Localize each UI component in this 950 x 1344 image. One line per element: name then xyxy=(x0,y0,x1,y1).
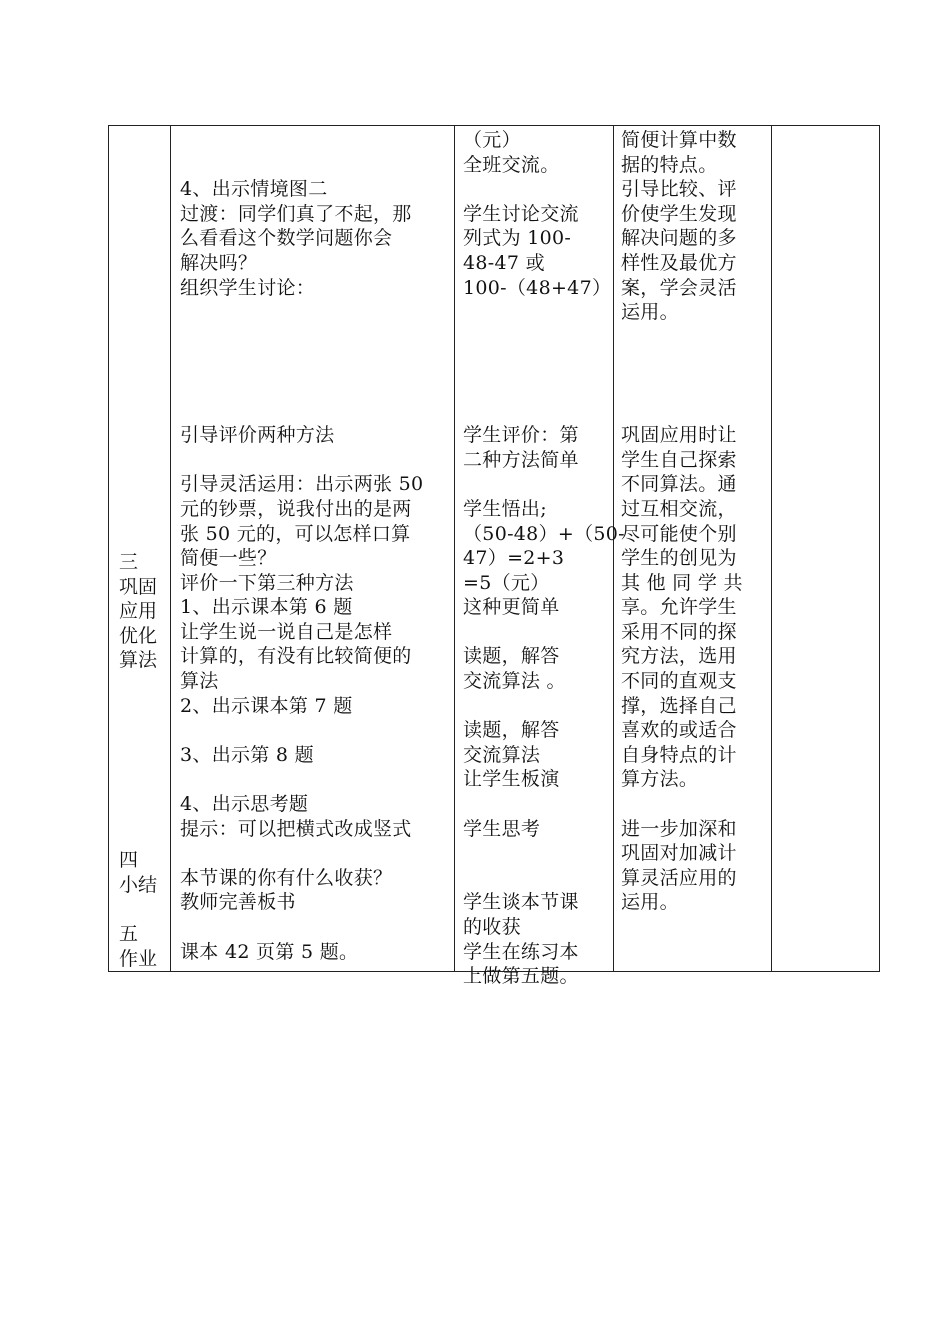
text-line: 运用。 xyxy=(621,301,679,324)
text-line xyxy=(463,349,611,374)
text-line: 算法 xyxy=(180,670,219,693)
text-line xyxy=(463,374,611,399)
text-line: 2、出示课本第 7 题 xyxy=(180,694,353,717)
text-line: 享。允许学生 xyxy=(621,596,737,619)
text-line: 提示：可以把横式改成竖式 xyxy=(180,817,412,840)
text-line: 喜欢的或适合 xyxy=(621,719,737,742)
text-line xyxy=(621,399,769,424)
text-line xyxy=(463,300,611,325)
text-line: 过互相交流， xyxy=(621,497,737,520)
text-line: 据的特点。 xyxy=(621,153,718,176)
text-line: 本节课的你有什么收获？ xyxy=(180,866,393,889)
text-line xyxy=(180,915,450,940)
text-line: （50-48）+（50- xyxy=(463,522,625,545)
text-line xyxy=(463,325,611,350)
text-line: 简便一些？ xyxy=(180,547,277,570)
teacher-activity-column xyxy=(180,128,450,964)
text-line: 学生悟出; xyxy=(463,497,547,520)
text-line: 课本 42 页第 5 题。 xyxy=(180,940,359,963)
text-line: 48-47 或 xyxy=(463,251,545,274)
text-line: 进一步加深和 xyxy=(621,817,737,840)
text-line: 解决吗？ xyxy=(180,251,258,274)
text-line: 计算的，有没有比较简便的 xyxy=(180,645,412,668)
text-line: 读题，解答 xyxy=(463,719,560,742)
text-line: 列式为 100- xyxy=(463,227,572,250)
text-line: 读题，解答 xyxy=(463,645,560,668)
text-line: 评价一下第三种方法 xyxy=(180,571,354,594)
stage-3-label xyxy=(119,550,157,673)
stage-text: 算法 xyxy=(119,649,158,672)
text-line xyxy=(463,620,611,645)
stage-text: 三 xyxy=(119,551,139,573)
text-line: 运用。 xyxy=(621,891,679,914)
text-line xyxy=(621,374,769,399)
text-line: 究方法，选用 xyxy=(621,645,737,668)
stage-text: 小结 xyxy=(119,873,158,896)
text-line: 100-（48+47） xyxy=(463,276,612,299)
text-line: 1、出示课本第 6 题 xyxy=(180,596,353,619)
stage-text: 四 xyxy=(119,849,139,871)
text-line: =5（元） xyxy=(463,571,550,594)
stage-text: 作业 xyxy=(119,947,158,970)
text-line xyxy=(180,374,450,399)
text-line: 引导灵活运用：出示两张 50 xyxy=(180,473,424,496)
text-line: 巩固对加减计 xyxy=(621,842,737,865)
text-line: 么看看这个数学问题你会 xyxy=(180,227,393,250)
text-line xyxy=(463,792,611,817)
text-line xyxy=(463,694,611,719)
text-line: 不同算法。通 xyxy=(621,473,737,496)
text-line: 巩固应用时让 xyxy=(621,424,737,447)
column-divider xyxy=(771,126,772,971)
text-line: 学生评价：第 xyxy=(463,424,579,447)
text-line: （元） xyxy=(463,129,521,151)
text-line: 组织学生讨论： xyxy=(180,276,316,299)
text-line: 学生的创见为 xyxy=(621,547,737,570)
text-line: 教师完善板书 xyxy=(180,891,296,914)
stage-column xyxy=(109,126,170,971)
text-line: 自身特点的计 xyxy=(621,743,737,766)
text-line: 4、出示思考题 xyxy=(180,793,309,816)
text-line: 价使学生发现 xyxy=(621,202,737,225)
text-line: 算方法。 xyxy=(621,768,699,791)
text-line xyxy=(621,349,769,374)
text-line: 这种更简单 xyxy=(463,596,560,619)
text-line: 47）=2+3 xyxy=(463,547,565,570)
stage-4-label xyxy=(119,848,157,897)
text-line xyxy=(180,128,450,153)
text-line: 采用不同的探 xyxy=(621,620,737,643)
text-line xyxy=(180,325,450,350)
text-line: 全班交流。 xyxy=(463,153,560,176)
text-line: 交流算法 xyxy=(463,743,541,766)
column-divider xyxy=(170,126,171,971)
text-line: 的收获 xyxy=(463,916,521,938)
text-line: 解决问题的多 xyxy=(621,227,737,250)
text-line xyxy=(621,325,769,350)
text-line: 张 50 元的，可以怎样口算 xyxy=(180,522,411,545)
text-line xyxy=(463,472,611,497)
text-line xyxy=(180,841,450,866)
text-line: 学生在练习本 xyxy=(463,940,579,963)
text-line xyxy=(180,300,450,325)
text-line xyxy=(180,718,450,743)
student-activity-column xyxy=(463,128,625,989)
column-divider xyxy=(613,126,614,971)
text-line: 简便计算中数 xyxy=(621,129,737,151)
text-line: 学生自己探索 xyxy=(621,448,737,471)
text-line xyxy=(463,841,611,866)
text-line: 样性及最优方 xyxy=(621,251,737,274)
design-intent-column xyxy=(621,128,769,915)
text-line: 不同的直观支 xyxy=(621,670,737,693)
text-line: 其 他 同 学 共 xyxy=(621,571,743,594)
text-line: 元的钞票，说我付出的是两 xyxy=(180,497,412,520)
lesson-plan-table xyxy=(108,125,880,988)
stage-5-label xyxy=(119,922,157,971)
text-line: 学生谈本节课 xyxy=(463,891,579,914)
column-divider xyxy=(454,126,455,971)
text-line: 让学生板演 xyxy=(463,768,560,791)
text-line: 让学生说一说自己是怎样 xyxy=(180,620,393,643)
text-line xyxy=(180,153,450,178)
text-line: 撑，选择自己 xyxy=(621,694,737,717)
text-line: 算灵活应用的 xyxy=(621,866,737,889)
text-line: 过渡：同学们真了不起，那 xyxy=(180,202,412,225)
text-line: 上做第五题。 xyxy=(463,965,579,988)
text-line: 4、出示情境图二 xyxy=(180,178,328,201)
text-line xyxy=(180,349,450,374)
text-line xyxy=(180,448,450,473)
stage-text: 巩固 xyxy=(119,575,158,598)
text-line: 二种方法简单 xyxy=(463,448,579,471)
text-line xyxy=(463,866,611,891)
text-line xyxy=(621,792,769,817)
text-line: 尽可能使个别 xyxy=(621,522,737,545)
text-line: 引导比较、评 xyxy=(621,178,737,201)
stage-text: 应用 xyxy=(119,600,158,623)
stage-text: 优化 xyxy=(119,624,158,647)
text-line: 学生思考 xyxy=(463,817,541,840)
text-line: 案，学会灵活 xyxy=(621,276,737,299)
stage-text: 五 xyxy=(119,923,139,945)
text-line xyxy=(463,177,611,202)
text-line xyxy=(463,399,611,424)
text-line xyxy=(180,767,450,792)
text-line: 学生讨论交流 xyxy=(463,202,579,225)
text-line: 3、出示第 8 题 xyxy=(180,743,314,766)
text-line xyxy=(180,399,450,424)
text-line: 引导评价两种方法 xyxy=(180,424,335,447)
text-line: 交流算法 。 xyxy=(463,670,566,693)
